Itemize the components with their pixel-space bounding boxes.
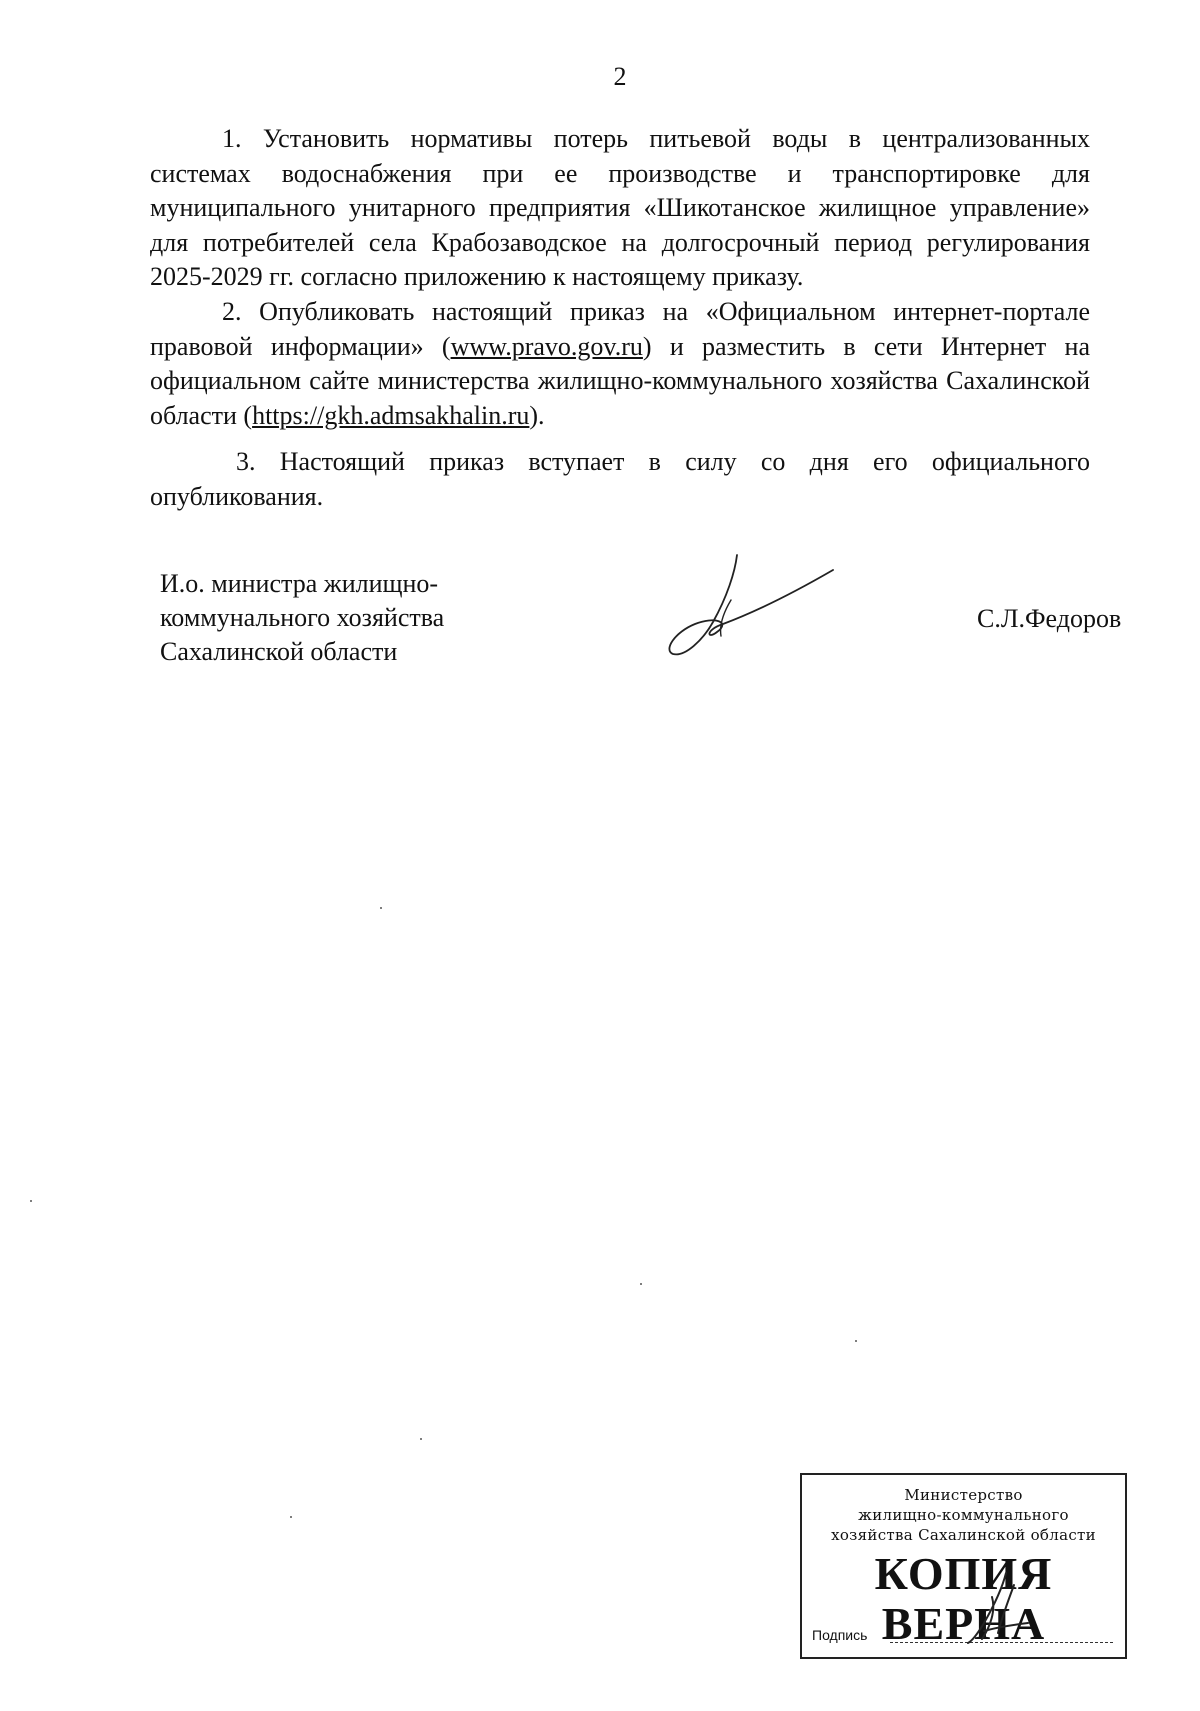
scan-speck xyxy=(290,1516,292,1518)
paragraph-2-text-after: ). xyxy=(529,400,545,430)
certified-copy-stamp xyxy=(800,1473,1127,1659)
stamp-line-3: хозяйства Сахалинской области xyxy=(831,1526,1096,1544)
signer-position-line-3: Сахалинской области xyxy=(160,637,398,666)
paragraph-2-text-before: 2. Опубликовать настоящий приказ на «Официальном интернет-портале правовой информации» ( xyxy=(150,296,1090,361)
link-gkh[interactable]: https://gkh.admsakhalin.ru xyxy=(252,400,530,430)
scan-speck xyxy=(380,907,382,909)
stamp-line-1: Министерство xyxy=(904,1486,1023,1504)
document-body xyxy=(150,122,1090,515)
link-pravo[interactable]: www.pravo.gov.ru xyxy=(450,331,643,361)
scan-speck xyxy=(30,1200,32,1202)
scan-speck xyxy=(420,1438,422,1440)
stamp-line-2: жилищно-коммунального xyxy=(858,1506,1069,1524)
handwritten-signature xyxy=(665,552,835,682)
scan-speck xyxy=(640,1283,642,1285)
signer-position xyxy=(160,567,444,669)
paragraph-2 xyxy=(150,295,1090,433)
stamp-title: КОПИЯ ВЕРНА xyxy=(874,1548,1053,1649)
signer-position-line-1: И.о. министра жилищно- xyxy=(160,569,439,598)
stamp-signature-scribble xyxy=(962,1571,1032,1646)
stamp-sign-label: Подпись xyxy=(812,1627,868,1643)
paragraph-2-text-middle: ) и разместить в сети Интернет на официальном сайте министерства жилищно-коммунального хозяйства Сахалинской области ( xyxy=(150,331,1090,430)
scan-speck xyxy=(855,1340,857,1342)
paragraph-3: 3. Настоящий приказ вступает в силу со дня его официального опубликования. xyxy=(150,447,1090,511)
paragraph-1: 1. Установить нормативы потерь питьевой воды в централизованных системах водоснабжения при ее производстве и транспортировке для муниципального унитарного предприятия «Шикотанское жилищное управление» для потребителей села Крабозаводское на долгосрочный период регулирования 2025-2029 гг. согласно приложению к настоящему приказу. xyxy=(150,124,1090,292)
signer-name: С.Л.Федоров xyxy=(977,604,1122,633)
page-number: 2 xyxy=(613,62,627,91)
signer-position-line-2: коммунального хозяйства xyxy=(160,603,445,632)
